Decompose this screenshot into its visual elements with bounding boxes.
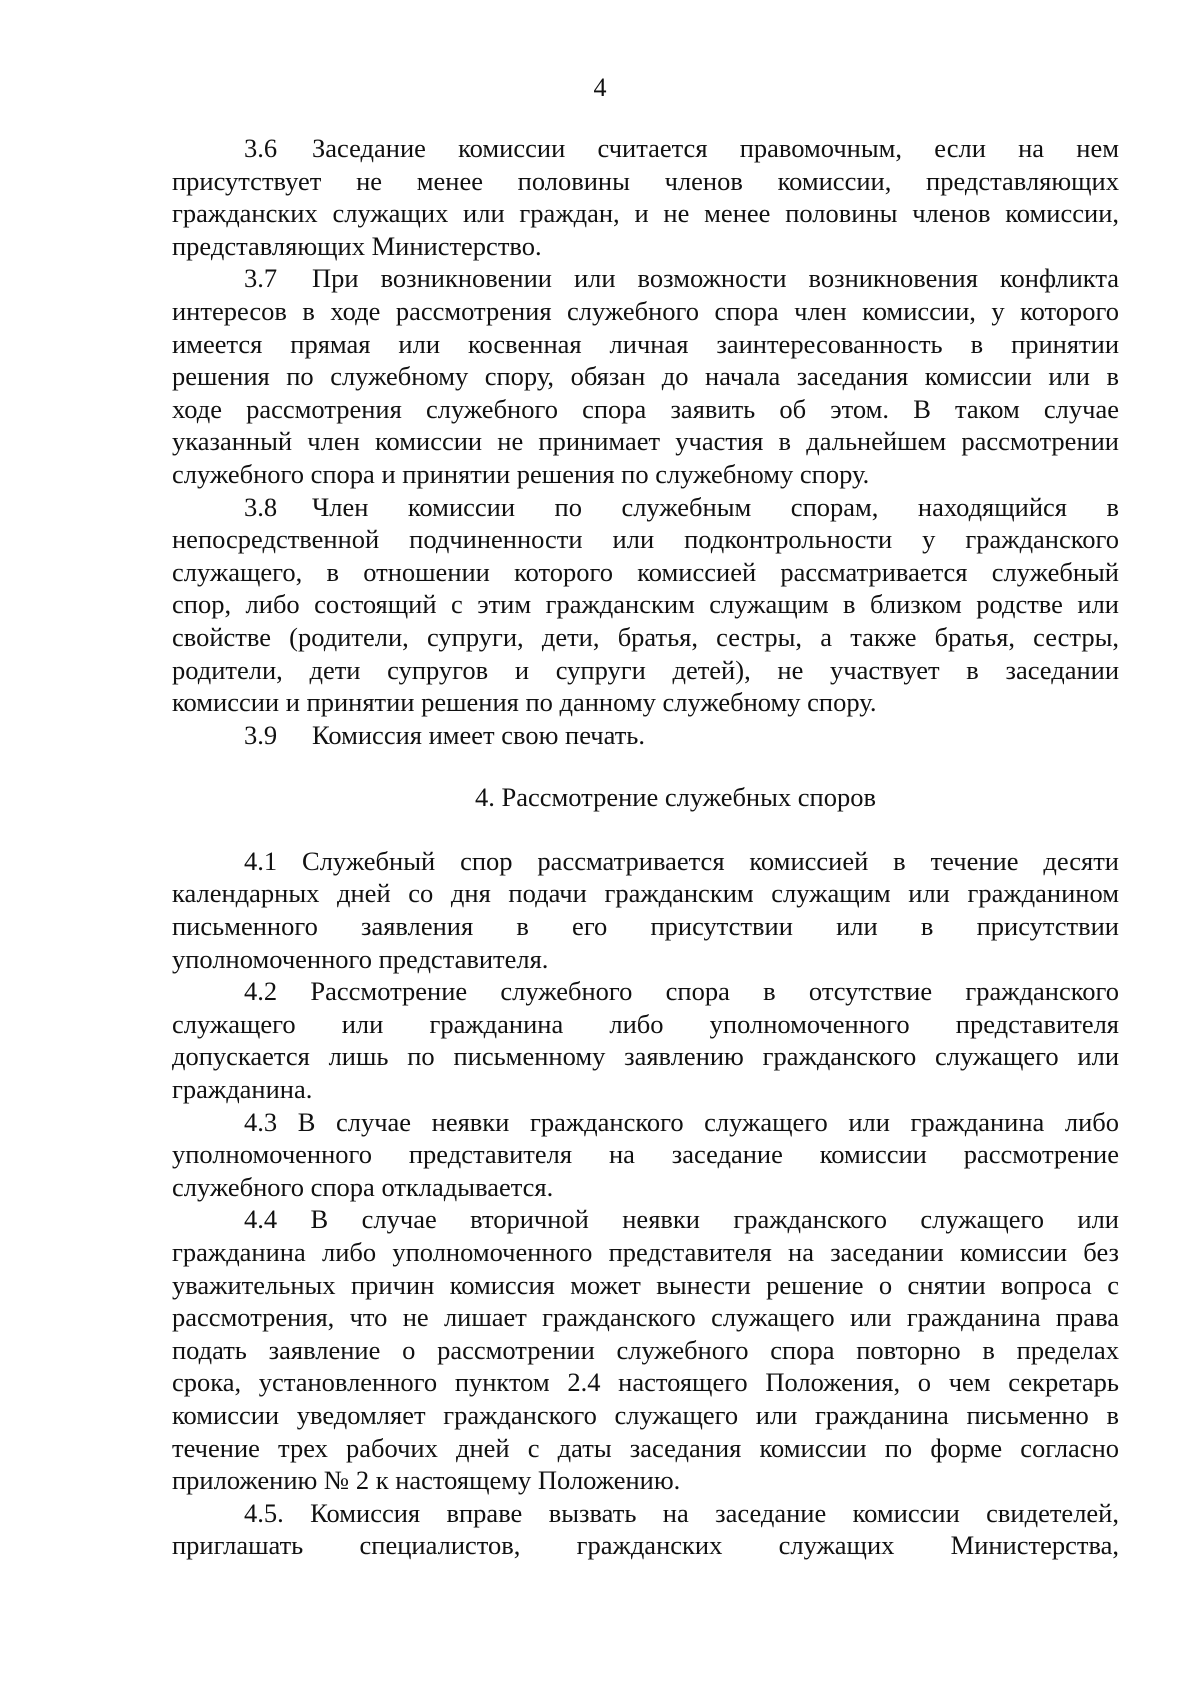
paragraph-line [172,943,1119,976]
line-text: гражданина либо уполномоченного представителя на заседании комиссии без [172,1237,1119,1267]
line-text: представляющих Министерство. [172,230,542,261]
line-text: 4.2 Рассмотрение служебного спора в отсутствие гражданского [244,976,1119,1007]
paragraph-line [172,1008,1119,1041]
paragraph-line [172,295,1119,328]
line-text: срока, установленного пунктом 2.4 настоящего Положения, о чем секретарь [172,1367,1119,1398]
paragraph-line [172,1236,1119,1269]
paragraph-line [172,230,1119,263]
line-text: Заседание комиссии считается правомочным, если на нем [312,133,1119,163]
section-3-paragraphs [172,132,1119,751]
paragraph-line [172,556,1119,589]
line-text: подать заявление о рассмотрении служебного спора повторно в пределах [172,1334,1119,1365]
line-text: рассмотрения, что не лишает гражданского служащего или гражданина права [172,1302,1119,1333]
paragraph [172,491,1119,719]
paragraph-line [172,1529,1119,1562]
paragraph-line [172,425,1119,458]
paragraph-line [172,1073,1119,1106]
line-text: 4.3 В случае неявки гражданского служащего или гражданина либо [244,1106,1119,1137]
line-text: свойстве (родители, супруги, дети, братья, сестры, а также братья, сестры, [172,621,1119,652]
line-text: Член комиссии по служебным спорам, находящийся в [312,491,1119,522]
paragraph-line [172,197,1119,230]
line-text: ходе рассмотрения служебного спора заявить об этом. В таком случае [172,393,1119,424]
paragraph-line [172,1138,1119,1171]
line-text: комиссии уведомляет гражданского служащего или гражданина письменно в [172,1399,1119,1430]
paragraph [172,719,1119,752]
paragraph-number: 3.6 [244,133,278,163]
document-body [172,132,1119,1562]
paragraph-number: 3.7 [244,263,278,294]
paragraph-line [172,393,1119,426]
line-text: течение трех рабочих дней с даты заседания комиссии по форме согласно [172,1432,1119,1463]
paragraph-line [172,975,1119,1008]
line-text: непосредственной подчиненности или подконтрольности у гражданского [172,524,1119,555]
paragraph-number: 3.8 [244,491,278,522]
paragraph-line [172,621,1119,654]
line-text: 4.1 Служебный спор рассматривается комиссией в течение десяти [244,845,1119,876]
paragraph [172,262,1119,490]
paragraph-line [172,686,1119,719]
paragraph-line [172,132,1119,165]
paragraph-line [172,491,1119,524]
line-text: 4.4 В случае вторичной неявки гражданского служащего или [244,1204,1119,1235]
paragraph [172,132,1119,262]
line-text: решения по служебному спору, обязан до начала заседания комиссии или в [172,361,1119,392]
paragraph-line [172,165,1119,198]
paragraph-line [172,458,1119,491]
line-text: имеется прямая или косвенная личная заинтересованность в принятии [172,328,1119,359]
line-text: При возникновении или возможности возникновения конфликта [312,263,1119,294]
line-text: служащего, в отношении которого комиссией рассматривается служебный [172,556,1119,587]
paragraph-line [172,910,1119,943]
line-text: служебного спора и принятии решения по служебному спору. [172,458,870,489]
paragraph [172,1106,1119,1204]
line-text: служащего или гражданина либо уполномоченного представителя [172,1008,1119,1039]
section-4-paragraphs [172,845,1119,1562]
line-text: календарных дней со дня подачи гражданским служащим или гражданином [172,878,1119,909]
paragraph [172,845,1119,975]
paragraph-line [172,1399,1119,1432]
paragraph-line [172,1203,1119,1236]
paragraph-line [172,1040,1119,1073]
line-text: письменного заявления в его присутствии или в присутствии [172,911,1119,942]
paragraph [172,975,1119,1105]
paragraph-line [172,1432,1119,1465]
paragraph-line [172,1269,1119,1302]
paragraph-line [172,328,1119,361]
line-text: уполномоченного представителя. [172,943,549,974]
line-text: интересов в ходе рассмотрения служебного спора член комиссии, у которого [172,295,1119,326]
line-text: приложению № 2 к настоящему Положению. [172,1465,681,1496]
line-text: 4.5. Комиссия вправе вызвать на заседание комиссии свидетелей, [244,1497,1119,1528]
paragraph-line [172,588,1119,621]
paragraph-line [172,654,1119,687]
paragraph-line [172,719,1119,752]
paragraph-line [172,262,1119,295]
line-text: уважительных причин комиссия может вынести решение о снятии вопроса с [172,1269,1119,1300]
paragraph-line [172,1334,1119,1367]
line-text: уполномоченного представителя на заседание комиссии рассмотрение [172,1139,1119,1170]
line-text: спор, либо состоящий с этим гражданским служащим в близком родстве или [172,589,1119,620]
line-text: допускается лишь по письменному заявлению гражданского служащего или [172,1041,1119,1072]
paragraph-line [172,845,1119,878]
paragraph-line [172,1106,1119,1139]
line-text: указанный член комиссии не принимает участия в дальнейшем рассмотрении [172,426,1119,457]
line-text: комиссии и принятии решения по данному служебному спору. [172,687,877,718]
paragraph-line [172,1464,1119,1497]
paragraph-line [172,360,1119,393]
paragraph [172,1497,1119,1562]
line-text: гражданина. [172,1074,313,1105]
paragraph-line [172,877,1119,910]
line-text: гражданских служащих или граждан, и не менее половины членов комиссии, [172,198,1119,229]
paragraph-line [172,1497,1119,1530]
page-number: 4 [593,73,607,102]
paragraph-line [172,523,1119,556]
line-text: родители, дети супругов и супруги детей), не участвует в заседании [172,654,1119,685]
line-text: присутствует не менее половины членов комиссии, представляющих [172,165,1119,196]
line-text: Комиссия имеет свою печать. [312,719,645,750]
paragraph-line [172,1366,1119,1399]
paragraph-line [172,1171,1119,1204]
paragraph-line [172,1301,1119,1334]
paragraph [172,1203,1119,1496]
line-text: служебного спора откладывается. [172,1171,554,1202]
section-heading: 4. Рассмотрение служебных споров [474,782,877,813]
paragraph-number: 3.9 [244,719,278,750]
line-text: приглашать специалистов, гражданских служащих Министерства, [172,1530,1119,1561]
